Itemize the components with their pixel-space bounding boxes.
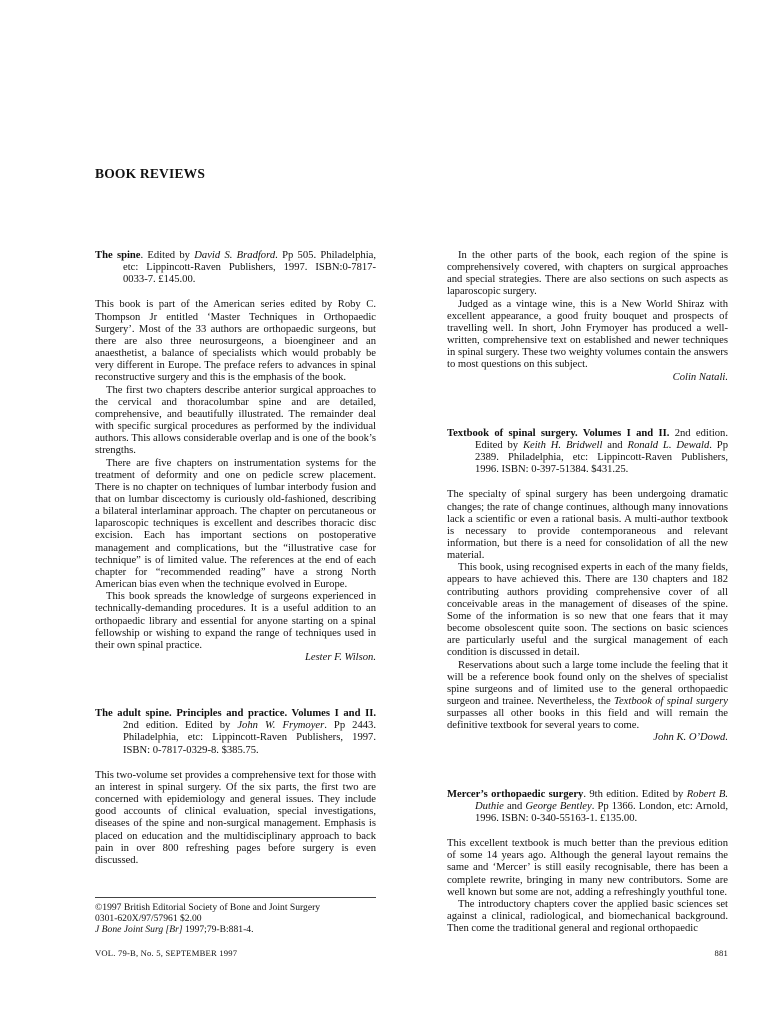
copyright-line: ©1997 British Editorial Society of Bone and Joint Surgery xyxy=(95,902,321,913)
page-heading: BOOK REVIEWS xyxy=(95,166,206,181)
right-column xyxy=(447,250,728,935)
review-paragraph: The first two chapters describe anterior surgical approaches to the cervical and thoracolumbar spine and are detailed, comprehensive, and beautifully illustrated. The remainder deal with specific surgical procedures as performed by the individual authors. This allows considerable overlap and is one of the book’s strengths. xyxy=(95,384,376,457)
book-editor: Robert B. Duthie xyxy=(475,788,729,812)
review-citation-the-spine: The spine. Edited by David S. Bradford. Pp 505. Philadelphia, etc: Lippincott-Raven Publishers, 1997. ISBN:0-7817-0033-7. £145.00. xyxy=(95,250,376,286)
book-title: The spine xyxy=(95,250,141,261)
review-citation-adult-spine: The adult spine. Principles and practice. Volumes I and II. 2nd edition. Edited by John W. Frymoyer. Pp 2443. Philadelphia, etc: Lippincott-Raven Publishers, 1997. ISBN: 0-7817-0329-8. $385.75. xyxy=(95,708,376,756)
left-column xyxy=(95,250,376,867)
book-editor: Keith H. Bridwell xyxy=(522,439,603,451)
review-citation-mercers: Mercer’s orthopaedic surgery. 9th edition. Edited by Robert B. Duthie and George Bentley. Pp 1366. London, etc: Arnold, 1996. ISBN: 0-340-55163-1. £135.00. xyxy=(447,788,729,824)
book-editor: George Bentley xyxy=(525,800,592,812)
issn-line: 0301-620X/97/57961 $2.00 xyxy=(95,913,202,924)
book-editor: John W. Frymoyer xyxy=(237,720,325,732)
reviewer-signature: Colin Natali. xyxy=(672,371,728,383)
book-title: Textbook of spinal surgery. Volumes I and II. xyxy=(447,427,670,439)
review-paragraph: This two-volume set provides a comprehensive text for those with an interest in spinal surgery. Of the six parts, the first two are concerned with epidemiology and general issues. They include good accounts of clinical evaluation, special investigations, diseases of the spine and non-surgical management. Emphasis is placed on education and the multidisciplinary approach to back pain in over 800 refreshing pages before surgery is even discussed. xyxy=(95,769,376,866)
review-paragraph: This book is part of the American series edited by Roby C. Thompson Jr entitled ‘Master Techniques in Orthopaedic Surgery’. Most of the 33 authors are orthopaedic surgeons, but there are also three neurosurgeons, a bioengineer and an anaesthetist, a balance of specialists which would probably be very different in Europe. The preface refers to advances in spinal reconstructive surgery and this is the emphasis of the book. xyxy=(95,299,376,384)
reviewer-signature: Lester F. Wilson. xyxy=(304,652,376,663)
journal-citation: J Bone Joint Surg [Br] 1997;79-B:881-4. xyxy=(95,924,254,935)
review-paragraph: The specialty of spinal surgery has been undergoing dramatic changes; the rate of change continues, although many innovations lack a scientific or even a rational basis. A multi-author textbook is necessary to provide contemporaneous and relevant information, but there is a need for consolidation of all the new material. xyxy=(447,489,728,562)
review-citation-textbook-spinal-surgery: Textbook of spinal surgery. Volumes I and II. 2nd edition. Edited by Keith H. Bridwell and Ronald L. Dewald. Pp 2389. Philadelphia, etc: Lippincott-Raven Publishers, 1996. ISBN: 0-397-51384. $431.25. xyxy=(447,427,728,476)
review-paragraph: Reservations about such a large tome include the feeling that it will be a reference book found only on the shelves of specialist spine surgeons and of limited use to the general orthopaedic surgeon and trainee. Nevertheless, the Textbook of spinal surgery surpasses all other books in this field and will remain the definitive textbook for several years to come. xyxy=(447,659,728,732)
copyright-footnote xyxy=(95,902,376,935)
book-editor: Ronald L. Dewald xyxy=(627,439,710,451)
issue-footer: VOL. 79-B, No. 5, SEPTEMBER 1997 xyxy=(95,948,238,958)
book-title: Mercer’s orthopaedic surgery xyxy=(447,788,584,800)
review-paragraph: This excellent textbook is much better than the previous edition of some 14 years ago. Although the general layout remains the same and ‘Mercer’ is still easily recognisable, there has been a complete rewrite, bringing in many new contributors. Some are well known but some are not, adding a refreshingly youthful tone. xyxy=(447,838,728,898)
review-paragraph: This book spreads the knowledge of surgeons experienced in technically-demanding procedures. It is a useful addition to an orthopaedic library and essential for anyone starting on a spinal fellowship or wishing to expand the range of techniques used in their own spinal practice. xyxy=(95,591,376,651)
page-number: 881 xyxy=(714,948,728,958)
book-title: The adult spine. Principles and practice. Volumes I and II. xyxy=(95,708,376,720)
book-editor: David S. Bradford xyxy=(194,250,276,261)
review-paragraph: There are five chapters on instrumentation systems for the treatment of deformity and one on pedicle screw placement. There is no chapter on techniques of lumbar interbody fusion and that on lumbar discectomy is curiously old-fashioned, describing a bilateral interlaminar approach. The chapter on percutaneous or laparoscopic techniques is excellent and describes thoracic disc excision. Each has important sections on postoperative management and complications, but the “illustrative case for technique” is of limited value. The references at the end of each chapter for “recommended reading” have a strong North American bias even when the technique evolved in Europe. xyxy=(95,457,376,591)
reviewer-signature: John K. O’Dowd. xyxy=(653,732,728,744)
review-paragraph: In the other parts of the book, each region of the spine is comprehensively covered, with chapters on surgical approaches and special strategies. There are also sections on such aspects as laparoscopic surgery. xyxy=(447,250,728,298)
footnote-rule xyxy=(95,897,376,898)
review-paragraph: Judged as a vintage wine, this is a New World Shiraz with excellent appearance, a good fruity bouquet and prospects of travelling well. In short, John Frymoyer has produced a well-written, comprehensive text on established and newer techniques in spinal surgery. These two weighty volumes contain the answers to most questions on this subject. xyxy=(447,298,728,371)
review-paragraph: This book, using recognised experts in each of the many fields, appears to have achieved this. There are 130 chapters and 182 contributing authors providing comprehensive cover of all conceivable areas in the management of diseases of the spine. Some of the information is so new that one fears that it may become obsolescent quite soon. The sections on basic sciences are particularly useful and the surgical management of each condition is discussed in detail. xyxy=(447,562,728,659)
review-paragraph: The introductory chapters cover the applied basic sciences set against a clinical, radiological, and biomechanical background. Then come the traditional general and regional orthopaedic xyxy=(447,898,728,935)
